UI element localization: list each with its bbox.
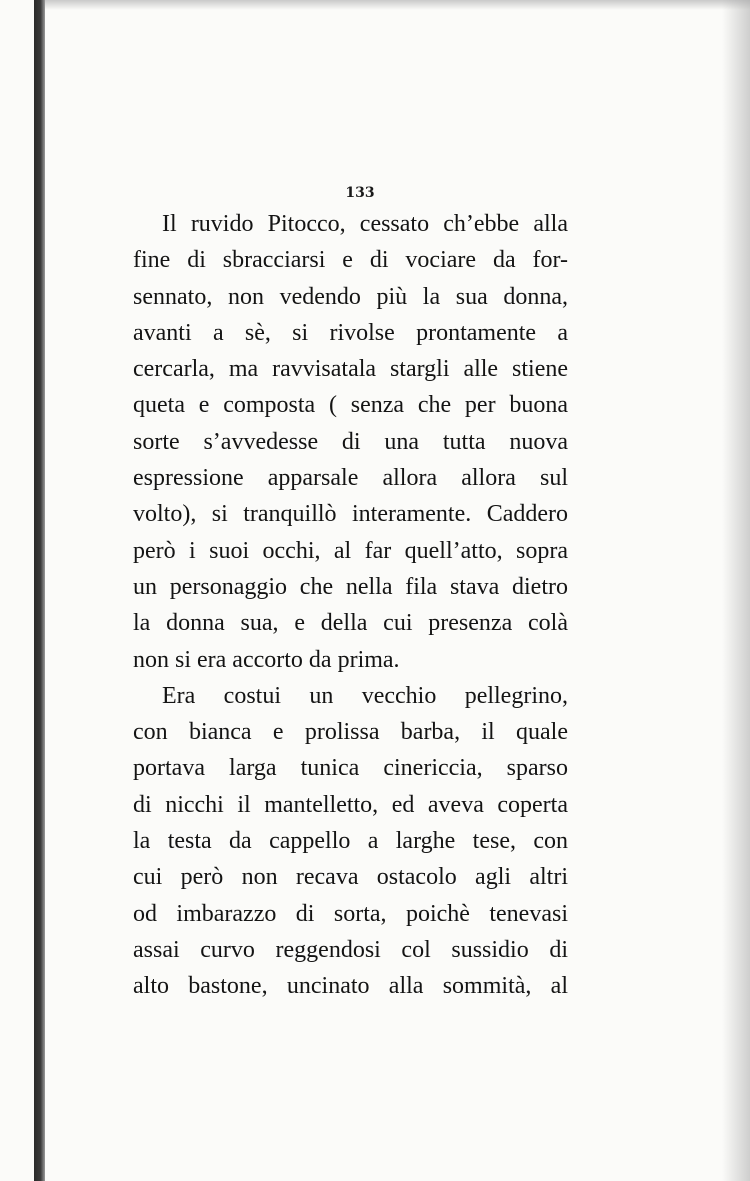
book-spine-edge [34,0,45,1181]
text-line: sennato, non vedendo più la sua donna, [133,283,568,310]
text-line: cercarla, ma ravvisatala stargli alle stiene [133,356,568,383]
page-right-shadow [722,0,750,1181]
text-line: avanti a sè, si rivolse prontamente a [133,319,568,346]
page-number: 133 [345,185,375,201]
text-line: Era costui un vecchio pellegrino, [162,682,568,709]
text-line: fine di sbracciarsi e di vociare da for- [133,247,568,274]
text-line: Il ruvido Pitocco, cessato ch’ebbe alla [162,211,568,237]
text-line: queta e composta ( senza che per buona [133,392,568,419]
text-line: però i suoi occhi, al far quell’atto, sopra [133,537,568,564]
text-line: la testa da cappello a larghe tese, con [133,828,568,855]
text-line: di nicchi il mantelletto, ed aveva coperta [133,791,568,818]
body-text [133,206,568,1005]
text-line: assai curvo reggendosi col sussidio di [133,936,568,963]
text-line: non si era accorto da prima. [133,646,400,673]
text-line: volto), si tranquillò interamente. Caddero [133,501,568,528]
text-line: cui però non recava ostacolo agli altri [133,864,568,891]
page-top-shadow [45,0,750,10]
text-line: portava larga tunica cinericcia, sparso [133,755,568,782]
text-line: un personaggio che nella fila stava dietro [133,573,568,600]
text-line: od imbarazzo di sorta, poichè tenevasi [133,900,568,927]
text-line: espressione apparsale allora allora sul [133,465,568,492]
text-line: con bianca e prolissa barba, il quale [133,719,568,746]
text-line: alto bastone, uncinato alla sommità, al [133,973,568,1000]
text-line: la donna sua, e della cui presenza colà [133,610,568,637]
text-line: sorte s’avvedesse di una tutta nuova [133,428,568,455]
